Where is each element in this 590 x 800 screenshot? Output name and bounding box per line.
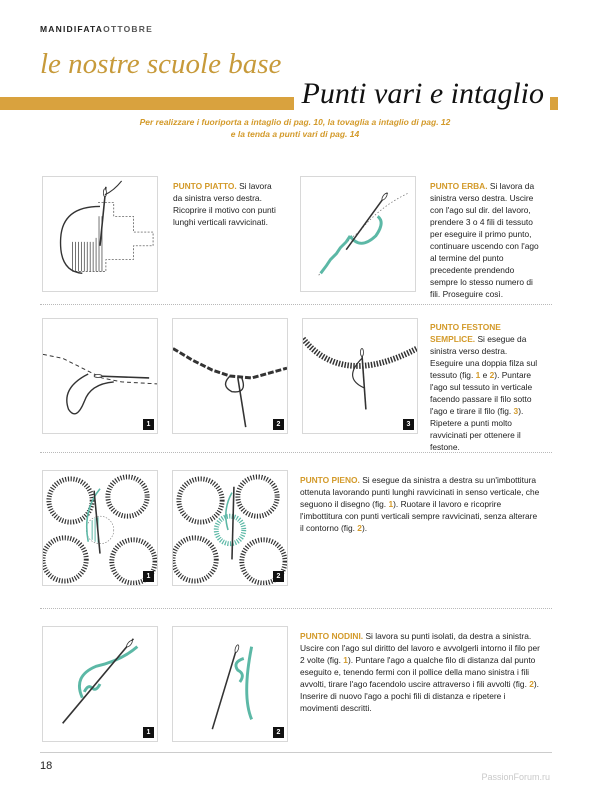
punto-erba-text: PUNTO ERBA. Si lavora da sinistra verso destra. Uscire con l'ago sul dir. del lavoro, prendere 3 o 4 fili di tessuto per eseguire il primo punto, continuare uscendo con l'ago al termine del punto precedente prendendo sempre lo stesso numero di fili. Proseguire così. — [430, 181, 539, 299]
figure-number: 2 — [273, 571, 284, 582]
figure-number: 2 — [273, 727, 284, 738]
festone-fig-1 — [42, 318, 158, 434]
page-number: 18 — [40, 760, 53, 772]
divider — [40, 304, 552, 305]
intro-text: Per realizzare i fuoriporta a intaglio di pag. 10, la tovaglia a intaglio di pag. 12 e la tenda a punti vari di pag. 14 — [139, 117, 451, 139]
footer-rule — [40, 752, 552, 753]
figure-number: 2 — [273, 419, 284, 430]
figure-number: 1 — [143, 571, 154, 582]
divider — [40, 608, 552, 609]
punto-festone-text: PUNTO FESTONE SEMPLICE. Si esegue da sinistra verso destra. Eseguire una doppia filza sul tessuto (fig. 1 e 2). Puntare l'ago sul tessuto in verticale facendo passare il filo sotto l'ago e tirare il filo (fig. 3). Ripetere a punti molto ravvicinati per ottenere il festone. — [430, 322, 538, 452]
punto-pieno-text: PUNTO PIENO. Si esegue da sinistra a destra su un'imbottitura ottenuta lavorando punti lunghi ravvicinati in senso verticale, che seguono il disegno (fig. 1). Ruotare il lavoro e ricoprire l'imbottitura con punti verticali sempre ravvicinati, senza alterare il contorno (fig. 2). — [300, 475, 540, 533]
figure-number: 3 — [403, 419, 414, 430]
pieno-fig-2 — [172, 470, 288, 586]
divider — [40, 452, 552, 453]
figure-number: 1 — [143, 727, 154, 738]
nodini-fig-1 — [42, 626, 158, 742]
pieno-fig-1 — [42, 470, 158, 586]
punto-piatto-text: PUNTO PIATTO. Si lavora da sinistra verso destra. Ricoprire il motivo con punti lunghi verticali ravvicinati. — [173, 181, 276, 227]
punto-erba-illustration — [300, 176, 416, 292]
festone-fig-2 — [172, 318, 288, 434]
punto-nodini-text: PUNTO NODINI. Si lavora su punti isolati, da destra a sinistra. Uscire con l'ago sul diritto del lavoro e avvolgerli intorno il filo per 2 volte (fig. 1). Puntare l'ago a qualche filo di distanza dal punto eseguito e, tenendo fermi con il pollice della mano sinistra i fili avvolti, tirare l'ago facendolo uscire attraverso i fili avvolti (fig. 2). Inserire di nuovo l'ago a pochi fili di distanza e ripetere i movimenti descritti. — [300, 631, 540, 713]
nodini-fig-2 — [172, 626, 288, 742]
punto-piatto-illustration — [42, 176, 158, 292]
figure-number: 1 — [143, 419, 154, 430]
series-title: le nostre scuole base — [40, 48, 282, 80]
article-title: Punti vari e intaglio — [294, 76, 550, 112]
magazine-masthead: MANIDIFATAOTTOBRE — [40, 24, 153, 34]
watermark: PassionForum.ru — [481, 772, 550, 782]
festone-fig-3 — [302, 318, 418, 434]
